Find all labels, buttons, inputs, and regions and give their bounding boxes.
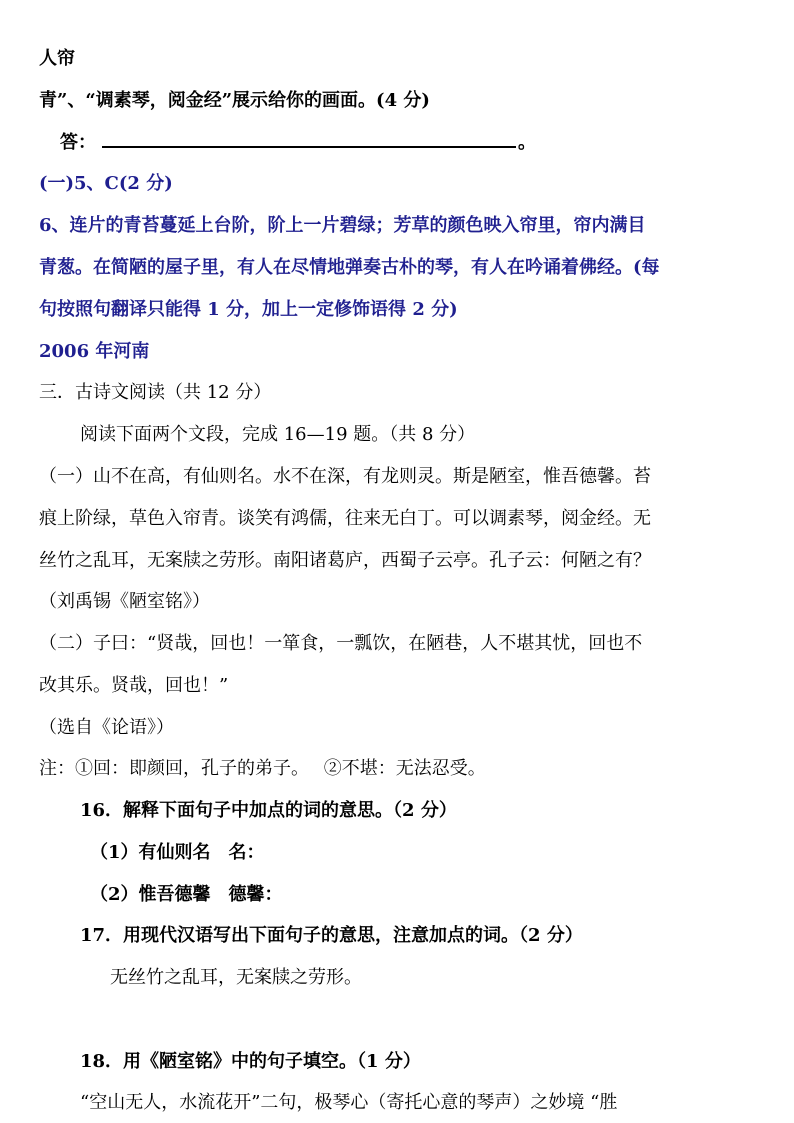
answer-end-mark: 。 <box>518 132 536 153</box>
passage-1-line-1: （一）山不在高，有仙则名。水不在深，有龙则灵。斯是陋室，惟吾德馨。苔 <box>39 466 651 487</box>
question-17: 17．用现代汉语写出下面句子的意思，注意加点的词。（2 分） <box>80 925 583 946</box>
reading-instruction: 阅读下面两个文段，完成 16—19 题。（共 8 分） <box>80 424 476 445</box>
passage-1-source: （刘禹锡《陋室铭》） <box>39 591 210 612</box>
passage-2-source: （选自《论语》） <box>39 717 174 738</box>
question-18: 18．用《陋室铭》中的句子填空。（1 分） <box>80 1051 421 1072</box>
question-16: 16．解释下面句子中加点的词的意思。（2 分） <box>80 800 457 821</box>
passage-2-line-2: 改其乐。贤哉，回也！” <box>39 675 229 696</box>
answer-key-6-line-2: 青葱。在简陋的屋子里，有人在尽情地弹奏古朴的琴，有人在吟诵着佛经。(每 <box>39 257 660 278</box>
answer-line <box>60 131 756 155</box>
passage-1-line-3: 丝竹之乱耳，无案牍之劳形。南阳诸葛庐，西蜀子云亭。孔子云：何陋之有？ <box>39 550 651 571</box>
section-heading: 三．古诗文阅读（共 12 分） <box>39 382 272 403</box>
passage-2-line-1: （二）子曰：“贤哉，回也！一箪食，一瓢饮，在陋巷，人不堪其忧，回也不 <box>39 633 643 654</box>
question-16-item-1: （1）有仙则名 名： <box>90 842 265 863</box>
question-prompt-line: 青”、“调素琴，阅金经”展示给你的画面。(4 分) <box>39 90 430 111</box>
question-18-prompt: “空山无人，水流花开”二句，极琴心（寄托心意的琴声）之妙境 “胜 <box>80 1092 618 1113</box>
annotation-note: 注：①回：即颜回，孔子的弟子。 ②不堪：无法忍受。 <box>39 758 486 779</box>
text-line-fragment: 人帘 <box>39 48 75 69</box>
question-17-sentence: 无丝竹之乱耳，无案牍之劳形。 <box>110 967 362 988</box>
section-year-heading: 2006 年河南 <box>39 341 150 362</box>
passage-1-line-2: 痕上阶绿，草色入帘青。谈笑有鸿儒，往来无白丁。可以调素琴，阅金经。无 <box>39 508 651 529</box>
answer-blank[interactable] <box>102 146 516 148</box>
question-16-item-2: （2）惟吾德馨 德馨： <box>90 884 283 905</box>
answer-key-5: (一)5、C(2 分) <box>39 173 173 194</box>
answer-key-6-line-3: 句按照句翻译只能得 1 分，加上一定修饰语得 2 分) <box>39 299 458 320</box>
answer-key-6-line-1: 6、连片的青苔蔓延上台阶，阶上一片碧绿；芳草的颜色映入帘里，帘内满目 <box>39 215 646 236</box>
answer-label: 答： <box>60 132 96 153</box>
